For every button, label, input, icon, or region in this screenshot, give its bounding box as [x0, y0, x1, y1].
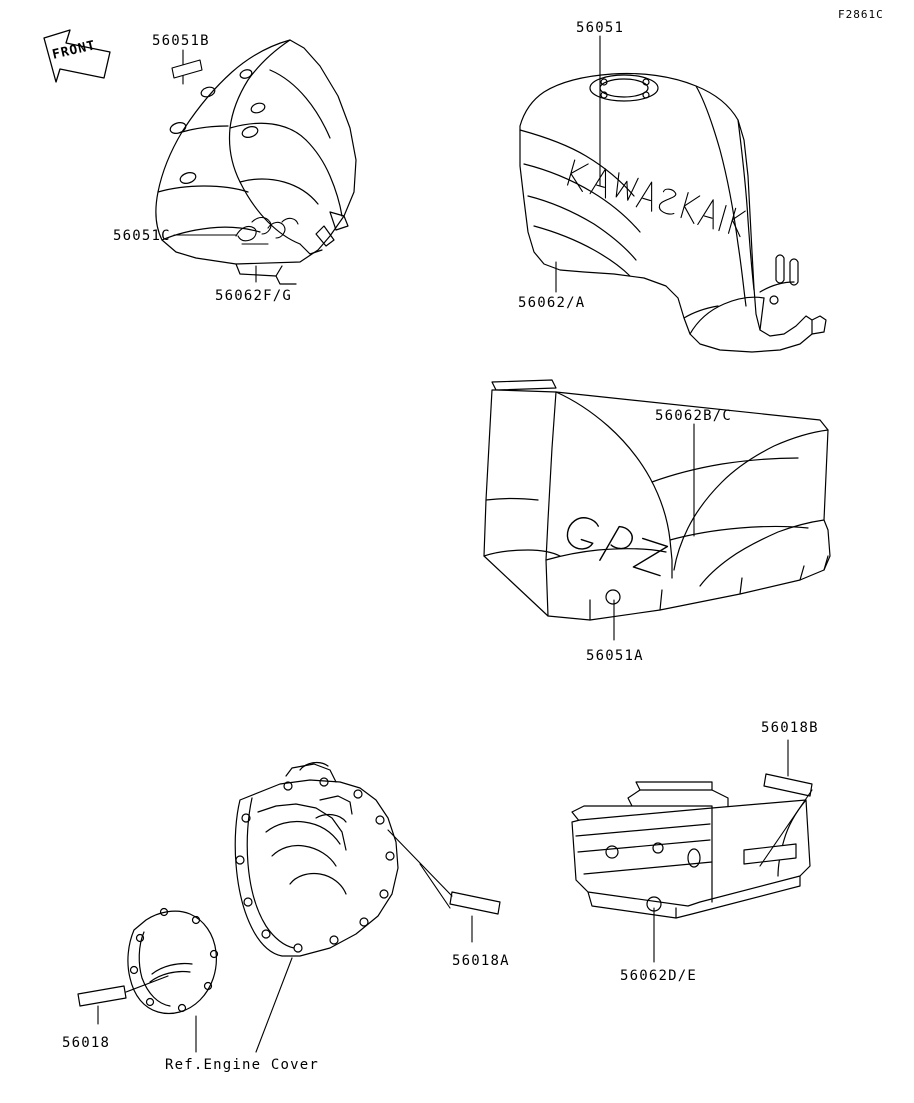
- sheet-code: F2861C: [838, 8, 884, 21]
- label-56018b[interactable]: 56018B: [761, 720, 819, 736]
- label-56018[interactable]: 56018: [62, 1035, 111, 1051]
- label-56062a[interactable]: 56062/A: [518, 295, 586, 311]
- part-chain-guard: [572, 774, 812, 918]
- part-upper-fairing: [156, 40, 356, 284]
- label-56051a[interactable]: 56051A: [586, 648, 644, 664]
- ref-engine-cover-note: Ref.Engine Cover: [165, 1057, 320, 1073]
- leader-56018a: [388, 830, 472, 942]
- label-56051[interactable]: 56051: [576, 20, 625, 36]
- leader-56051b: [172, 50, 202, 84]
- label-56051c[interactable]: 56051C: [113, 228, 171, 244]
- label-56051b[interactable]: 56051B: [152, 33, 210, 49]
- front-arrow-label: FRONT: [50, 38, 98, 63]
- label-56062de[interactable]: 56062D/E: [620, 968, 698, 984]
- label-56062fg[interactable]: 56062F/G: [215, 288, 293, 304]
- label-56062bc[interactable]: 56062B/C: [655, 408, 733, 424]
- label-56018a[interactable]: 56018A: [452, 953, 510, 969]
